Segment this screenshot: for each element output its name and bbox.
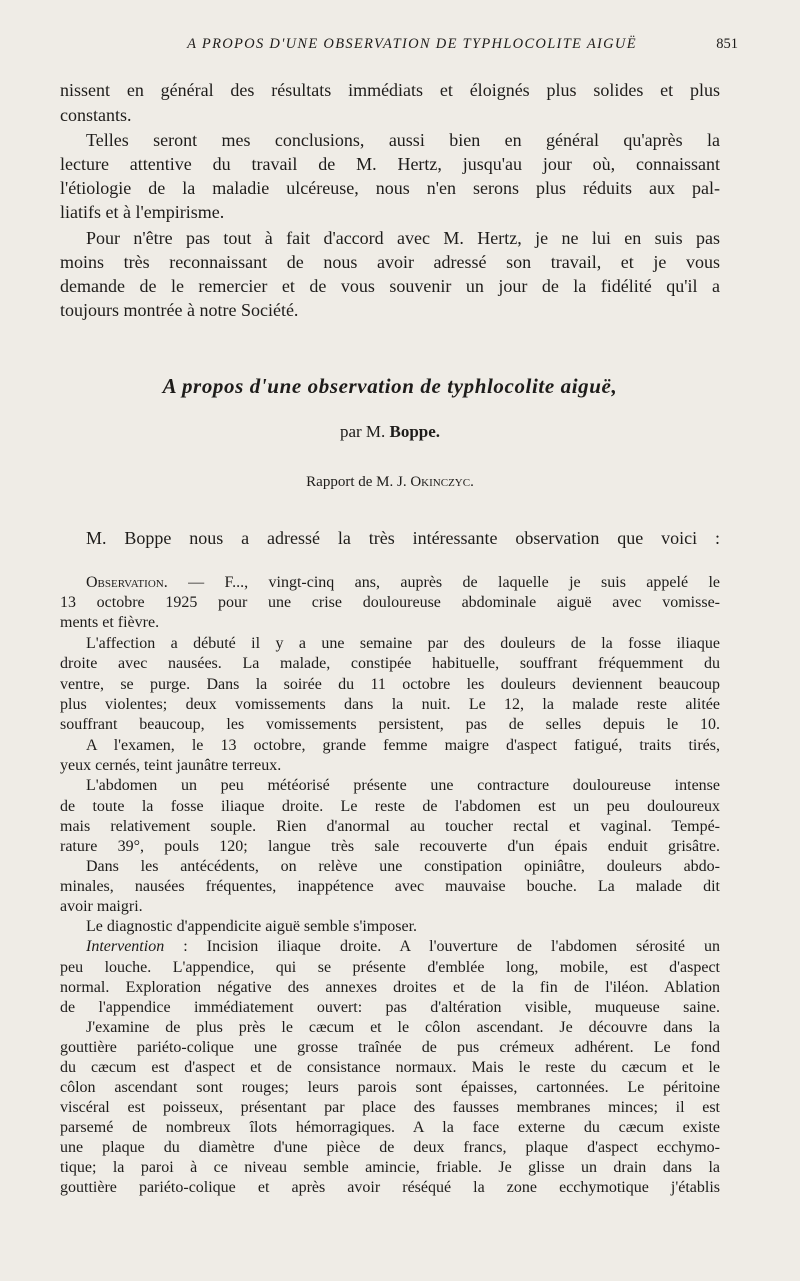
byline-prefix: par M. [339,422,390,441]
text-line: tique; la paroi à ce niveau semble amincie, friable. Je glisse un drain dans la [60,1159,720,1176]
text-line: demande de le remercier et de vous souvenir un jour de la fidélité qu'il a [60,276,720,296]
text-line: côlon ascendant sont rouges; leurs parois sont épaisses, cartonnées. Le péritoine [60,1079,720,1096]
observation-first-line: — F..., vingt-cinq ans, auprès de laquelle je suis appelé le [167,574,720,591]
text-line: constants. [60,105,132,125]
text-line: de toute la fosse iliaque droite. Le reste de l'abdomen est un peu douloureux [60,798,720,815]
intervention-label: Intervention [86,938,165,955]
text-line: plus violentes; deux vomissements dans la nuit. Le 12, la malade reste alitée [60,696,720,713]
text-line: A l'examen, le 13 octobre, grande femme maigre d'aspect fatigué, traits tirés, [86,737,720,754]
text-line: une plaque du diamètre d'une pièce de deux francs, plaque d'aspect ecchymo- [60,1139,720,1156]
text-line: L'affection a débuté il y a une semaine par des douleurs de la fosse iliaque [86,635,720,652]
text-line: liatifs et à l'empirisme. [60,202,225,222]
text-line: L'abdomen un peu météorisé présente une contracture douloureuse intense [86,777,720,794]
byline-author: Boppe. [389,422,441,441]
report-author: Okinczyc. [410,474,474,490]
running-title: A PROPOS D'UNE OBSERVATION DE TYPHLOCOLITE AIGUË [187,36,637,52]
text-line: Dans les antécédents, on relève une constipation opiniâtre, douleurs abdo- [86,858,720,875]
text-line: peu louche. L'appendice, qui se présente d'emblée long, mobile, est d'aspect [60,959,720,976]
text-line: normal. Exploration négative des annexes droites et de la fin de l'iléon. Ablation [60,979,720,996]
text-line: l'étiologie de la maladie ulcéreuse, nous n'en serons plus réduits aux pal- [60,178,720,198]
text-line: Telles seront mes conclusions, aussi bien en général qu'après la [86,130,720,150]
text-line: lecture attentive du travail de M. Hertz, jusqu'au jour où, connaissant [60,154,720,174]
text-line: 13 octobre 1925 pour une crise douloureuse abdominale aiguë avec vomisse- [60,594,720,611]
running-header [60,36,740,58]
text-line: gouttière pariéto-colique et après avoir réséqué la zone ecchymotique j'établis [60,1179,720,1196]
report-attribution [60,474,720,491]
text-line: ments et fièvre. [60,614,160,631]
text-line: parsemé de nombreux îlots hémorragiques. A la face externe du cæcum existe [60,1119,720,1136]
text-line: de l'appendice immédiatement ouvert: pas d'altération visible, muqueuse saine. [60,999,720,1016]
article-title: A propos d'une observation de typhlocolite aiguë, [162,374,618,398]
text-line: nissent en général des résultats immédiats et éloignés plus solides et plus [60,80,720,100]
text-line: mais relativement souple. Rien d'anormal au toucher rectal et vaginal. Tempé- [60,818,720,835]
text-line: rature 39°, pouls 120; langue très sale recouverte d'un épais enduit grisâtre. [60,838,720,855]
page-number: 851 [716,36,738,52]
intervention-line: : Incision iliaque droite. A l'ouverture de l'abdomen sérosité un [164,938,720,955]
observation-label: Observation. [86,574,168,591]
text-line: avoir maigri. [60,898,143,915]
text-line: Pour n'être pas tout à fait d'accord avec M. Hertz, je ne lui en suis pas [86,228,720,248]
report-prefix: Rapport de M. J. [306,474,411,490]
text-line: gouttière pariéto-colique une grosse traînée de pus crémeux adhérent. Le fond [60,1039,720,1056]
text-line: toujours montrée à notre Société. [60,300,299,320]
text-line: J'examine de plus près le cæcum et le côlon ascendant. Je découvre dans la [86,1019,720,1036]
text-line: souffrant beaucoup, les vomissements persistent, pas de selles depuis le 10. [60,716,720,733]
text-line: viscéral est poisseux, présentant par place des fausses membranes minces; il est [60,1099,720,1116]
text-line: moins très reconnaissant de nous avoir adressé son travail, et je vous [60,252,720,272]
text-line [60,573,720,593]
text-line: minales, nausées fréquentes, inappétence avec mauvaise bouche. La malade dit [60,878,720,895]
text-line: ventre, se purge. Dans la soirée du 11 octobre les douleurs deviennent beaucoup [60,676,720,693]
text-line: Le diagnostic d'appendicite aiguë semble s'imposer. [86,918,418,935]
text-line: droite avec nausées. La malade, constipée habituelle, souffrant fréquemment du [60,655,720,672]
text-line [60,937,720,957]
lead-line: M. Boppe nous a adressé la très intéressante observation que voici : [86,528,720,548]
byline [60,422,720,442]
text-line: du cæcum est d'aspect et de consistance normaux. Mais le reste du cæcum et le [60,1059,720,1076]
text-line: yeux cernés, teint jaunâtre terreux. [60,757,282,774]
